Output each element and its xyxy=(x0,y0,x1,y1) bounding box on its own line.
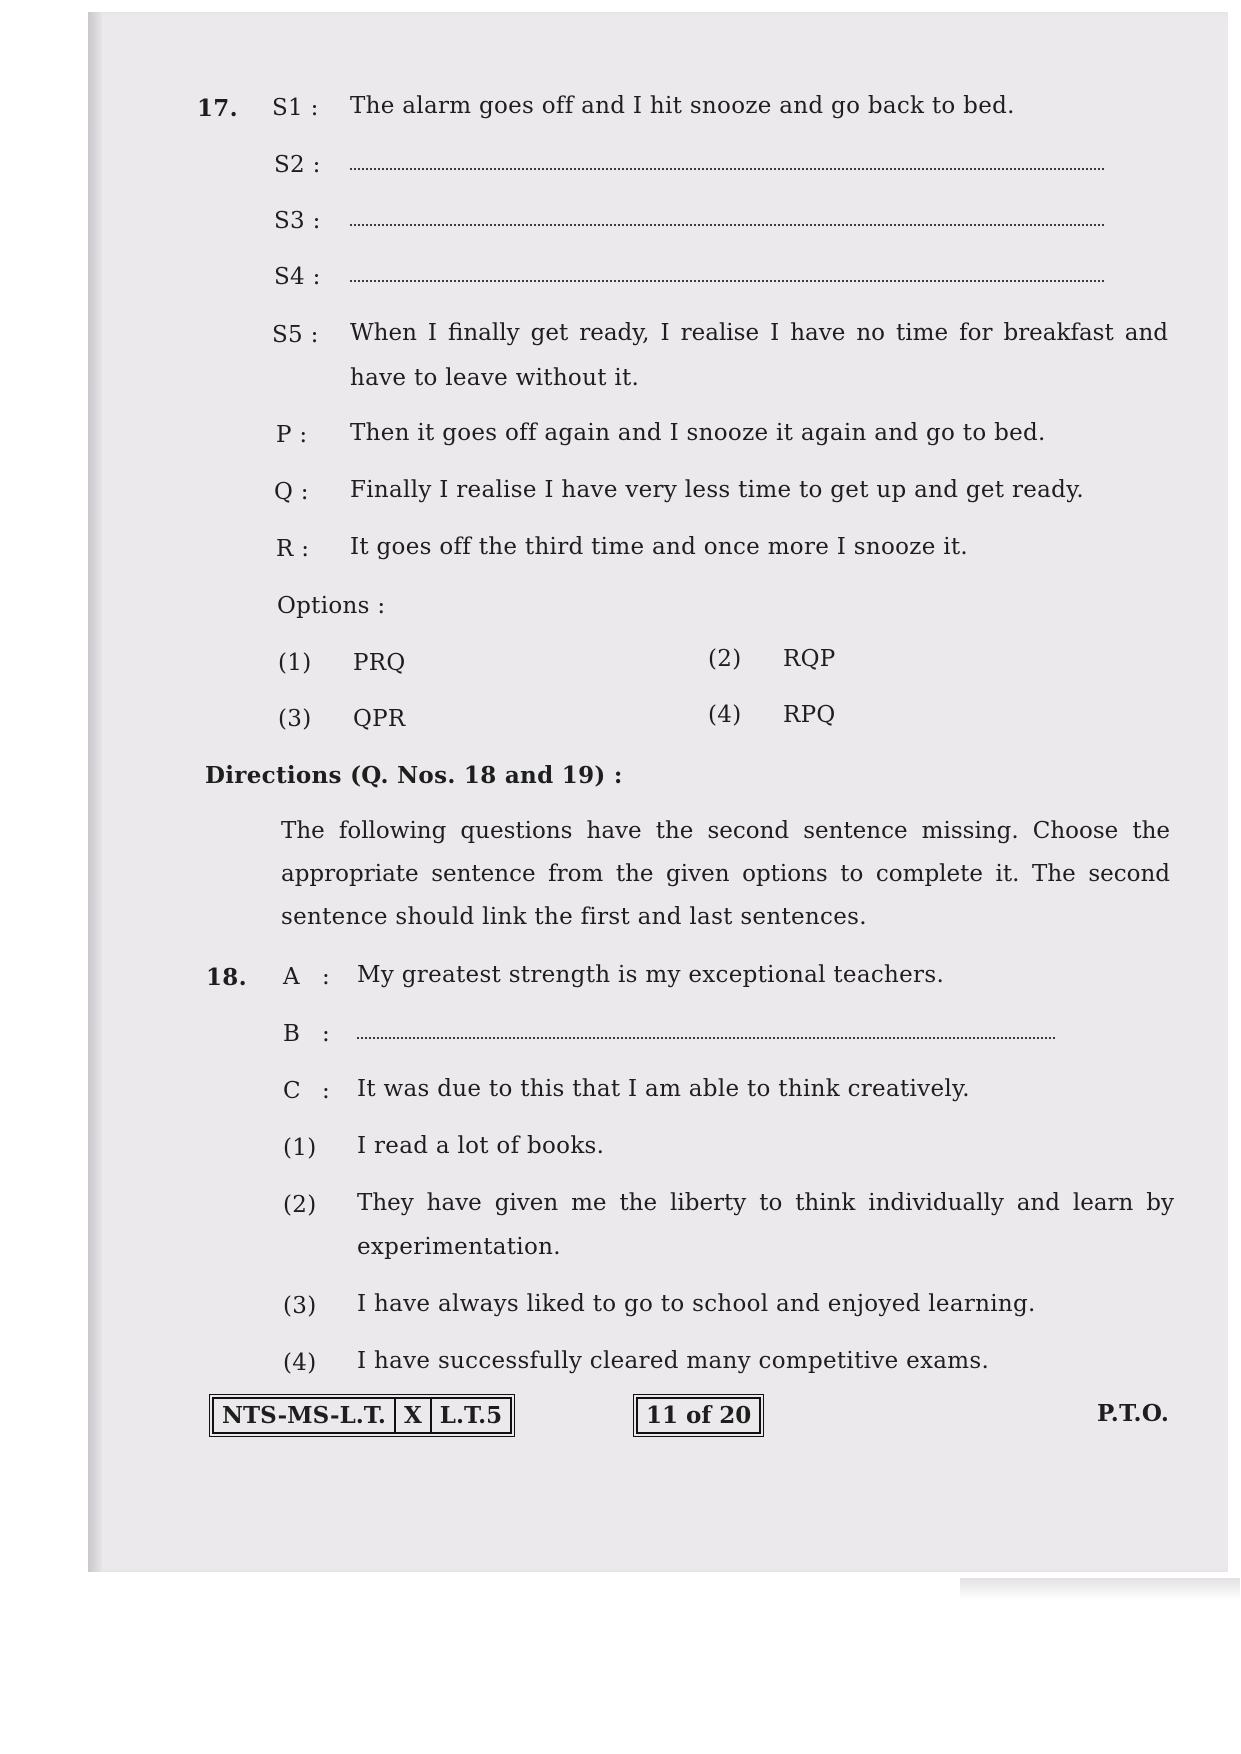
q18-b-colon: : xyxy=(322,1021,331,1047)
q17-s2-label: S2 : xyxy=(274,152,321,178)
footer-paper-code: NTS-MS-L.T. xyxy=(222,1402,386,1429)
q18-option-2-line2: experimentation. xyxy=(357,1234,561,1260)
q17-p-label: P : xyxy=(276,422,308,448)
q18-option-4-number: (4) xyxy=(283,1350,317,1376)
q18-a-text: My greatest strength is my exceptional teachers. xyxy=(357,962,945,988)
q17-s3-label: S3 : xyxy=(274,208,321,234)
q18-number: 18. xyxy=(206,964,247,991)
q18-c-text: It was due to this that I am able to think creatively. xyxy=(357,1076,970,1102)
q17-option-3-text: QPR xyxy=(353,706,406,732)
directions-line-1: The following questions have the second sentence missing. Choose the xyxy=(281,818,1170,844)
q17-r-label: R : xyxy=(276,536,310,562)
footer-pto: P.T.O. xyxy=(1097,1400,1170,1427)
exam-sheet xyxy=(88,12,1228,1572)
q17-s4-label: S4 : xyxy=(274,264,321,290)
q17-s5-line1: When I finally get ready, I realise I have no time for breakfast and xyxy=(350,320,1168,346)
directions-line-3: sentence should link the first and last sentences. xyxy=(281,904,867,930)
footer-page-number: 11 of 20 xyxy=(646,1402,752,1429)
q17-s2-blank xyxy=(350,168,1104,170)
q17-q-label: Q : xyxy=(274,479,309,505)
q17-q-text: Finally I realise I have very less time to get up and get ready. xyxy=(350,477,1085,503)
q17-option-4-number: (4) xyxy=(708,702,742,728)
q18-option-1-number: (1) xyxy=(283,1135,317,1161)
q17-number: 17. xyxy=(197,95,238,122)
q18-option-4-text: I have successfully cleared many competitive exams. xyxy=(357,1348,990,1374)
q18-option-2-line1: They have given me the liberty to think individually and learn by xyxy=(357,1190,1174,1216)
q18-option-2-number: (2) xyxy=(283,1192,317,1218)
q18-a-colon: : xyxy=(322,964,331,990)
q17-option-1-number: (1) xyxy=(278,650,312,676)
footer-paper-code-box xyxy=(212,1397,512,1434)
q17-option-4-text: RPQ xyxy=(783,702,836,728)
footer-page-box xyxy=(636,1397,761,1434)
q18-c-colon: : xyxy=(322,1078,331,1104)
q18-c-label: C xyxy=(283,1078,301,1104)
q17-option-2-text: RQP xyxy=(783,646,836,672)
q17-s5-label: S5 : xyxy=(272,322,319,348)
q17-option-2-number: (2) xyxy=(708,646,742,672)
q18-a-label: A xyxy=(283,964,300,990)
q17-s4-blank xyxy=(350,280,1104,282)
q17-s1-label: S1 : xyxy=(272,95,319,121)
footer-set-code: X xyxy=(394,1399,430,1432)
q17-r-text: It goes off the third time and once more I snooze it. xyxy=(350,534,969,560)
footer-series-code: L.T.5 xyxy=(430,1399,510,1432)
q17-s1-text: The alarm goes off and I hit snooze and go back to bed. xyxy=(350,93,1015,119)
q18-option-3-text: I have always liked to go to school and enjoyed learning. xyxy=(357,1291,1036,1317)
q18-b-blank xyxy=(357,1037,1055,1039)
q17-s5-line2: have to leave without it. xyxy=(350,365,640,391)
sheet-edge-shadow xyxy=(88,12,102,1572)
q17-p-text: Then it goes off again and I snooze it again and go to bed. xyxy=(350,420,1046,446)
q17-option-1-text: PRQ xyxy=(353,650,406,676)
q17-option-3-number: (3) xyxy=(278,706,312,732)
directions-line-2: appropriate sentence from the given options to complete it. The second xyxy=(281,861,1170,887)
q18-b-label: B xyxy=(283,1021,301,1047)
directions-heading: Directions (Q. Nos. 18 and 19) : xyxy=(205,762,623,789)
q17-options-label: Options : xyxy=(277,593,386,619)
q17-s3-blank xyxy=(350,224,1104,226)
q18-option-1-text: I read a lot of books. xyxy=(357,1133,605,1159)
sheet-fold xyxy=(960,1578,1240,1600)
q18-option-3-number: (3) xyxy=(283,1293,317,1319)
